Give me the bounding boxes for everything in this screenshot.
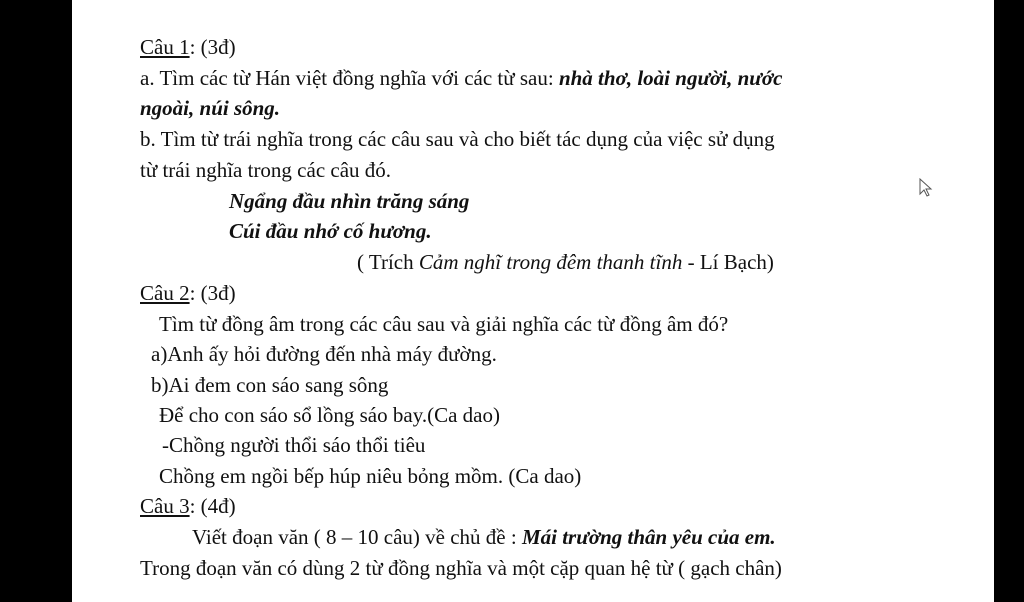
q1-source-close: - Lí Bạch) [682, 250, 774, 274]
q3-line1 [192, 524, 776, 550]
q2-b-line2: Để cho con sáo sổ lồng sáo bay.(Ca dao) [159, 403, 500, 427]
q2-prompt: Tìm từ đồng âm trong các câu sau và giải nghĩa các từ đồng âm đó? [159, 312, 729, 336]
q3-title [140, 493, 236, 519]
q1-source-open: ( Trích [357, 250, 419, 274]
q2-c-line2: Chồng em ngồi bếp húp niêu bỏng mồm. (Ca dao) [159, 464, 582, 488]
q3-points: : (4đ) [189, 494, 236, 518]
q3-heading: Câu 3 [140, 494, 190, 518]
q2-c-line1: -Chồng người thổi sáo thổi tiêu [162, 433, 426, 457]
q1-a-words-2: ngoài, núi sông. [140, 96, 281, 120]
q2-title [140, 280, 236, 306]
q2-heading: Câu 2 [140, 281, 190, 305]
q2-points: : (3đ) [189, 281, 236, 305]
q1-poem-line1: Ngẩng đầu nhìn trăng sáng [229, 189, 470, 213]
mouse-pointer-icon [918, 178, 934, 198]
q2-a: a)Anh ấy hỏi đường đến nhà máy đường. [151, 342, 497, 366]
q1-source [357, 249, 774, 275]
q3-line1-prefix: Viết đoạn văn ( 8 – 10 câu) về chủ đề : [192, 525, 522, 549]
q1-points: : (3đ) [189, 35, 236, 59]
q1-source-title: Cảm nghĩ trong đêm thanh tĩnh [418, 250, 683, 274]
q3-line2: Trong đoạn văn có dùng 2 từ đồng nghĩa và một cặp quan hệ từ ( gạch chân) [140, 556, 782, 580]
q3-topic: Mái trường thân yêu của em. [521, 525, 776, 549]
q2-b-line1: b)Ai đem con sáo sang sông [151, 373, 389, 397]
q1-poem-line2: Cúi đầu nhớ cố hương. [229, 219, 432, 243]
q1-heading: Câu 1 [140, 35, 190, 59]
q1-a-prefix: a. Tìm các từ Hán việt đồng nghĩa với các từ sau: [140, 66, 559, 90]
q1-title [140, 34, 236, 60]
q1-a-line1 [140, 65, 782, 91]
q1-b-line2: từ trái nghĩa trong các câu đó. [140, 158, 392, 182]
q1-b-line1: b. Tìm từ trái nghĩa trong các câu sau và cho biết tác dụng của việc sử dụng [140, 127, 775, 151]
q1-a-words-1: nhà thơ, loài người, nước [558, 66, 783, 90]
